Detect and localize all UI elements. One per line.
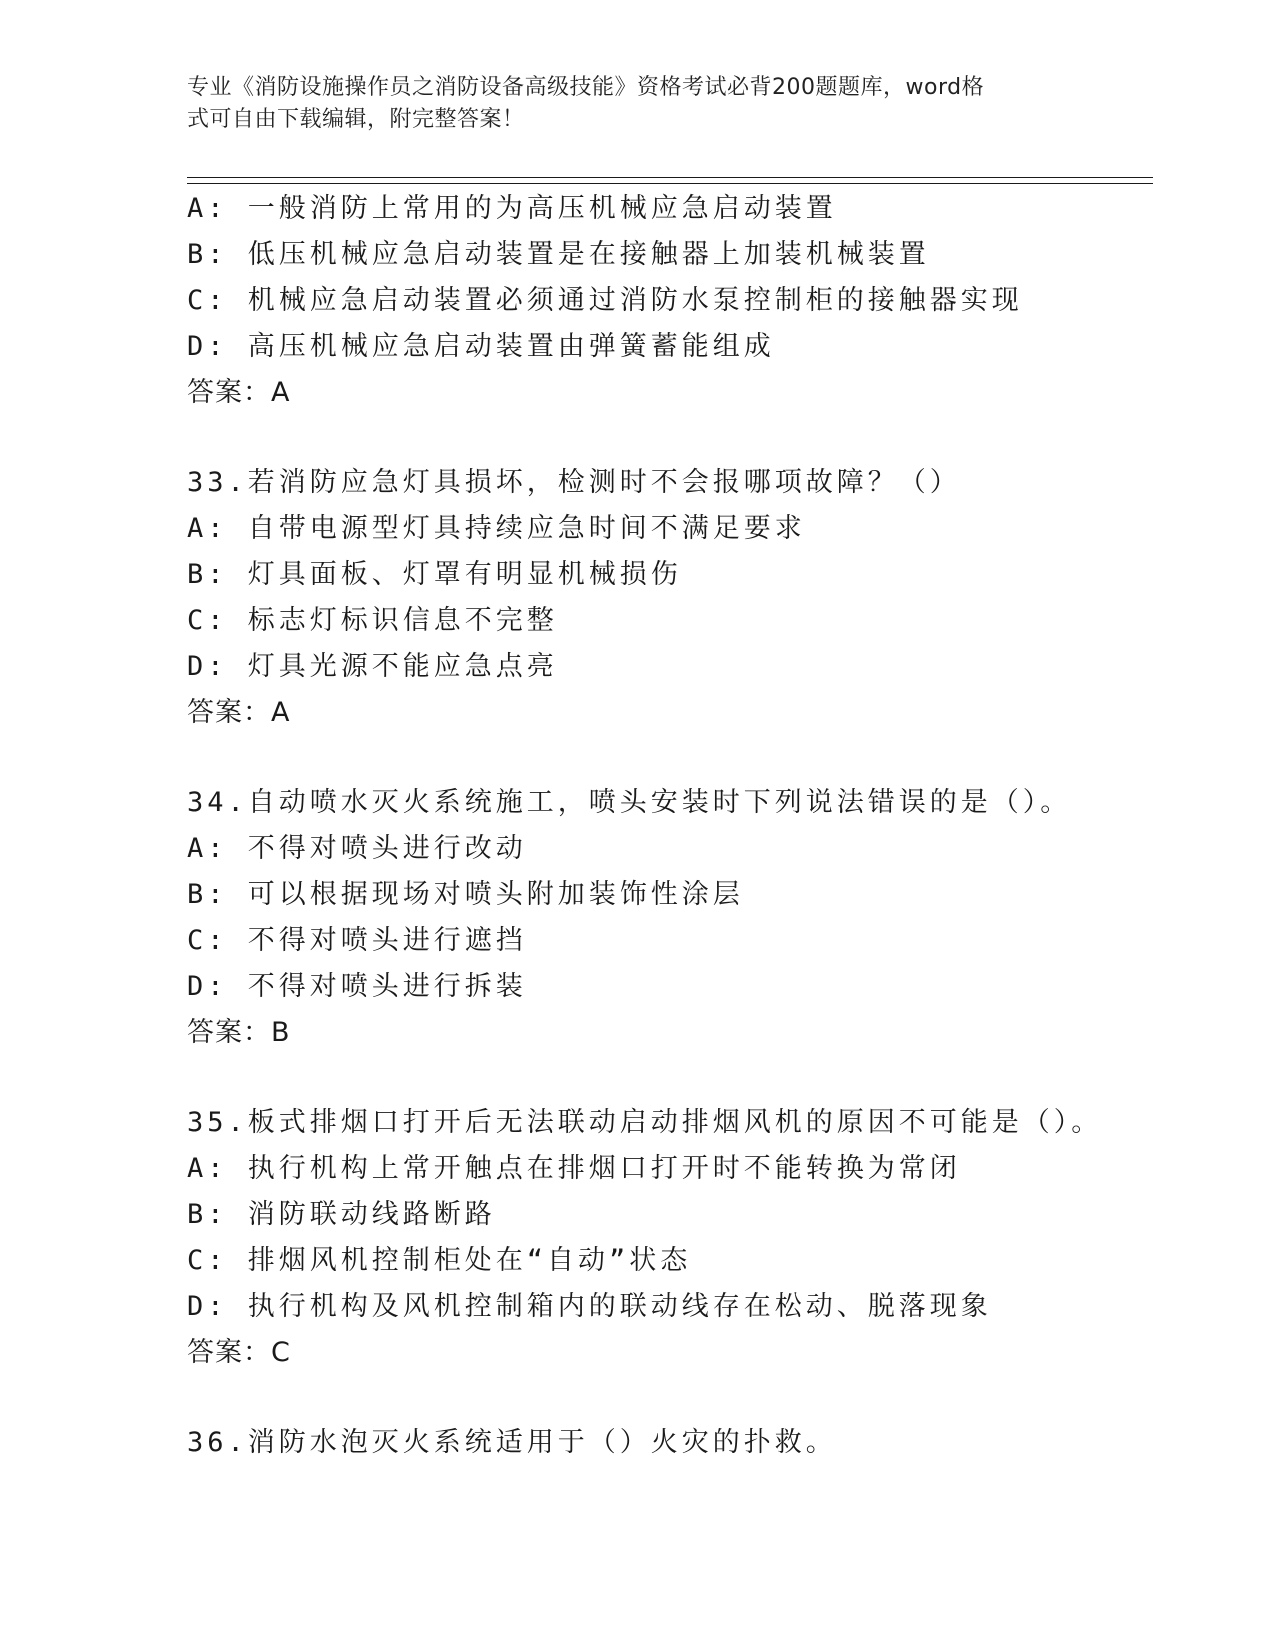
answer-line: 答案：C xyxy=(187,1337,291,1368)
header-divider-top xyxy=(187,177,1153,178)
question-stem: 33.若消防应急灯具损坏，检测时不会报哪项故障？（） xyxy=(187,467,961,498)
option-b: B: 可以根据现场对喷头附加装饰性涂层 xyxy=(187,879,744,910)
answer-line: 答案：A xyxy=(187,697,291,728)
question-block-partial xyxy=(187,186,1147,416)
header-line-1: 专业《消防设施操作员之消防设备高级技能》资格考试必背200题题库，word格 xyxy=(187,75,985,100)
option-a: A: 不得对喷头进行改动 xyxy=(187,833,527,864)
question-block-34 xyxy=(187,780,1147,1056)
option-d: D: 高压机械应急启动装置由弹簧蓄能组成 xyxy=(187,331,775,362)
question-stem: 35.板式排烟口打开后无法联动启动排烟风机的原因不可能是（）。 xyxy=(187,1107,1103,1138)
question-list xyxy=(187,186,1147,1466)
answer-line: 答案：B xyxy=(187,1017,291,1048)
option-d: D: 不得对喷头进行拆装 xyxy=(187,971,527,1002)
question-stem: 34.自动喷水灭火系统施工，喷头安装时下列说法错误的是（）。 xyxy=(187,787,1072,818)
option-b: B: 灯具面板、灯罩有明显机械损伤 xyxy=(187,559,682,590)
question-block-35 xyxy=(187,1100,1147,1376)
question-block-33 xyxy=(187,460,1147,736)
option-a: A: 一般消防上常用的为高压机械应急启动装置 xyxy=(187,193,837,224)
option-d: D: 执行机构及风机控制箱内的联动线存在松动、脱落现象 xyxy=(187,1291,992,1322)
option-c: C: 不得对喷头进行遮挡 xyxy=(187,925,527,956)
question-block-36 xyxy=(187,1420,1147,1466)
option-b: B: 消防联动线路断路 xyxy=(187,1199,496,1230)
option-a: A: 自带电源型灯具持续应急时间不满足要求 xyxy=(187,513,806,544)
option-c: C: 标志灯标识信息不完整 xyxy=(187,605,558,636)
option-a: A: 执行机构上常开触点在排烟口打开时不能转换为常闭 xyxy=(187,1153,961,1184)
option-d: D: 灯具光源不能应急点亮 xyxy=(187,651,558,682)
option-b: B: 低压机械应急启动装置是在接触器上加装机械装置 xyxy=(187,239,930,270)
option-c: C: 排烟风机控制柜处在“自动”状态 xyxy=(187,1245,692,1276)
option-c: C: 机械应急启动装置必须通过消防水泵控制柜的接触器实现 xyxy=(187,285,1023,316)
answer-line: 答案：A xyxy=(187,377,291,408)
question-stem: 36.消防水泡灭火系统适用于（）火灾的扑救。 xyxy=(187,1427,837,1458)
header-divider-bottom xyxy=(187,183,1153,184)
document-header xyxy=(187,72,1067,136)
header-line-2: 式可自由下载编辑，附完整答案！ xyxy=(187,107,525,132)
